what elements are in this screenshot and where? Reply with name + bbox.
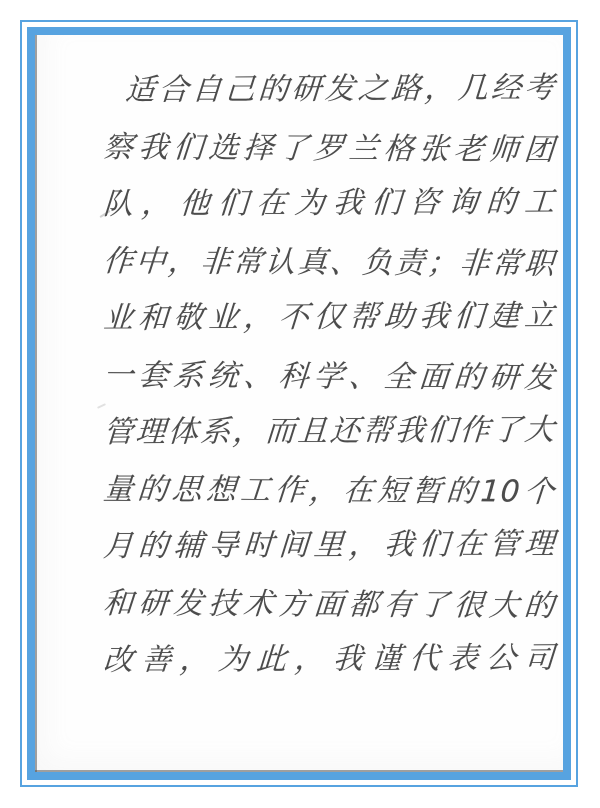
handwritten-line: 量的思想工作，在短暂的10个 (101, 472, 557, 510)
handwritten-line: 管理体系，而且还帮我们作了大 (102, 412, 557, 450)
handwritten-text-block (103, 65, 555, 692)
handwritten-line: 队，他们在为我们咨询的工 (102, 184, 557, 222)
handwritten-line: 业和敬业，不仅帮助我们建立 (102, 298, 557, 336)
handwritten-line: 一套系统、科学、全面的研发 (101, 358, 557, 396)
handwritten-line: 察我们选择了罗兰格张老师团 (101, 130, 557, 168)
handwritten-line: 改善，为此，我谨代表公司 (102, 640, 557, 678)
handwritten-line: 月的辅导时间里，我们在管理 (102, 526, 557, 564)
handwritten-line: 作中，非常认真、负责；非常职 (101, 244, 557, 282)
handwritten-line: 和研发技术方面都有了很大的 (101, 586, 557, 624)
paper-area (35, 35, 563, 772)
handwritten-line: 适合自己的研发之路，几经考 (124, 70, 557, 108)
